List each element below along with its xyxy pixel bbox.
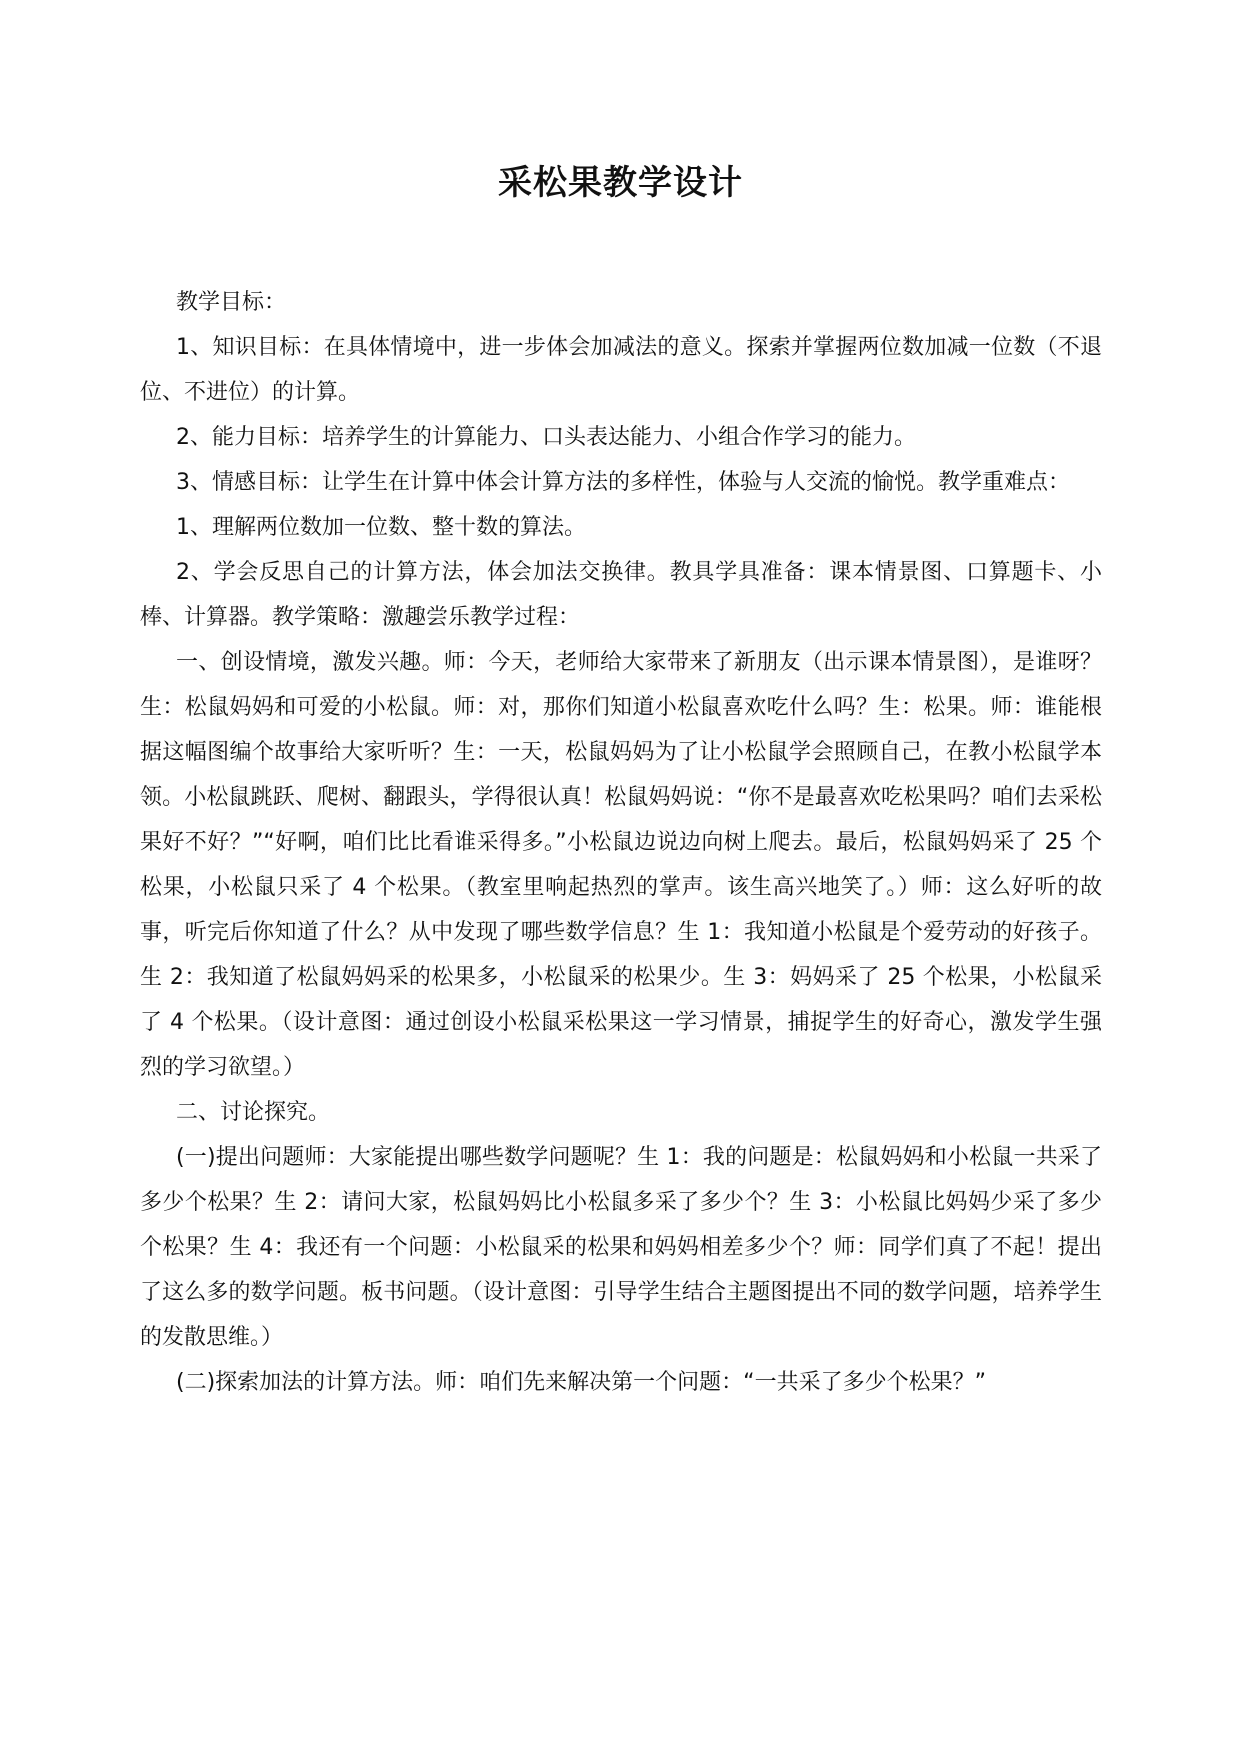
paragraph-knowledge-goal: 1、知识目标：在具体情境中，进一步体会加减法的意义。探索并掌握两位数加减一位数（不退位、不进位）的计算。 [140, 335, 1102, 405]
paragraph-ability-goal: 2、能力目标：培养学生的计算能力、口头表达能力、小组合作学习的能力。 [176, 425, 916, 450]
paragraph-section-one: 一、创设情境，激发兴趣。师：今天，老师给大家带来了新朋友（出示课本情景图），是谁呀？生：松鼠妈妈和可爱的小松鼠。师：对，那你们知道小松鼠喜欢吃什么吗？生：松果。师：谁能根据这幅图编个故事给大家听听？生：一天，松鼠妈妈为了让小松鼠学会照顾自己，在教小松鼠学本领。小松鼠跳跃、爬树、翻跟头，学得很认真！松鼠妈妈说：“你不是最喜欢吃松果吗？咱们去采松果好不好？”“好啊，咱们比比看谁采得多。”小松鼠边说边向树上爬去。最后，松鼠妈妈采了 25 个松果，小松鼠只采了 4 个松果。（教室里响起热烈的掌声。该生高兴地笑了。）师：这么好听的故事，听完后你知道了什么？从中发现了哪些数学信息？生 1：我知道小松鼠是个爱劳动的好孩子。生 2：我知道了松鼠妈妈采的松果多，小松鼠采的松果少。生 3：妈妈采了 25 个松果，小松鼠采了 4 个松果。（设计意图：通过创设小松鼠采松果这一学习情景，捕捉学生的好奇心，激发学生强烈的学习欲望。） [140, 650, 1102, 1080]
paragraph-key-point-2: 2、学会反思自己的计算方法，体会加法交换律。教具学具准备：课本情景图、口算题卡、小棒、计算器。教学策略：激趣尝乐教学过程： [140, 560, 1102, 630]
paragraph-section-two-heading: 二、讨论探究。 [176, 1100, 331, 1125]
paragraph-emotion-goal: 3、情感目标：让学生在计算中体会计算方法的多样性，体验与人交流的愉悦。教学重难点： [176, 470, 1071, 495]
paragraph-subsection-one: (一)提出问题师：大家能提出哪些数学问题呢？生 1：我的问题是：松鼠妈妈和小松鼠一共采了多少个松果？生 2：请问大家，松鼠妈妈比小松鼠多采了多少个？生 3：小松鼠比妈妈少采了多少个松果？生 4：我还有一个问题：小松鼠采的松果和妈妈相差多少个？师：同学们真了不起！提出了这么多的数学问题。板书问题。（设计意图：引导学生结合主题图提出不同的数学问题，培养学生的发散思维。） [140, 1145, 1102, 1350]
document-title: 采松果教学设计 [498, 163, 743, 203]
paragraph-teaching-goals: 教学目标： [176, 290, 287, 315]
paragraph-key-point-1: 1、理解两位数加一位数、整十数的算法。 [176, 515, 586, 540]
document-body [140, 280, 1102, 1405]
paragraph-subsection-two: (二)探索加法的计算方法。师：咱们先来解决第一个问题：“一共采了多少个松果？” [176, 1370, 986, 1395]
